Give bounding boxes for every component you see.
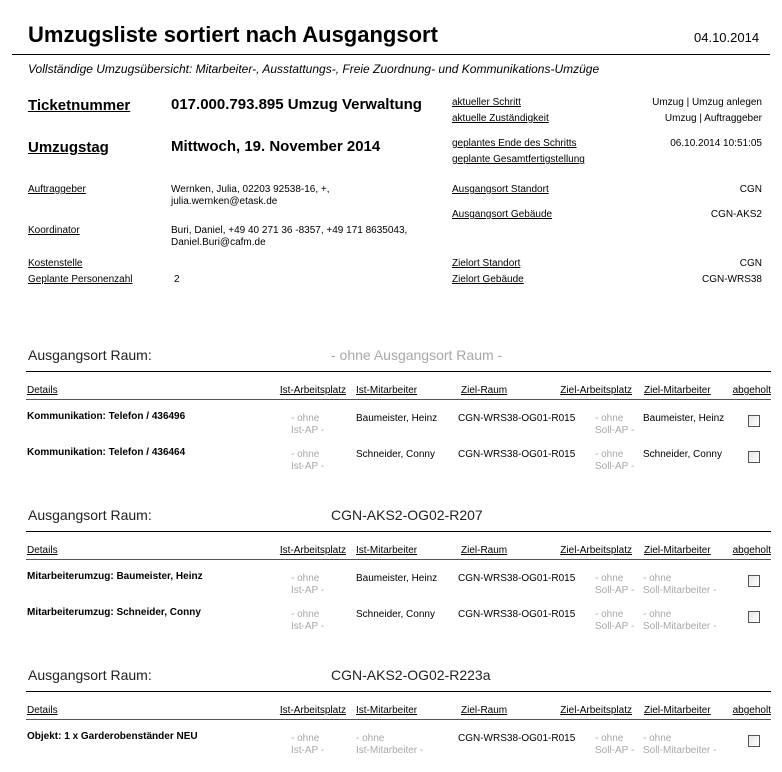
- row-ziel-ap-line1: - ohne: [595, 733, 624, 744]
- section-label: Ausgangsort Raum:: [28, 347, 152, 363]
- row-details: Objekt: 1 x Garderobenständer NEU: [27, 731, 198, 742]
- row-ziel-mitarbeiter-line1: - ohne: [643, 609, 672, 620]
- row-ist-ap-line1: - ohne: [291, 733, 320, 744]
- section-room: - ohne Ausgangsort Raum -: [331, 347, 503, 363]
- client-label: Auftraggeber: [28, 184, 86, 195]
- col-header-ziel-mitarbeiter: Ziel-Mitarbeiter: [644, 545, 711, 556]
- moveday-value: Mittwoch, 19. November 2014: [171, 138, 381, 155]
- ticket-value: 017.000.793.895 Umzug Verwaltung: [171, 96, 422, 113]
- planned-end-label: geplantes Ende des Schritts: [452, 138, 577, 149]
- row-ziel-ap-line2: Soll-AP -: [595, 745, 635, 756]
- row-ziel-raum: CGN-WRS38-OG01-R015: [458, 733, 576, 744]
- row-ist-ap-line1: - ohne: [291, 413, 320, 424]
- planned-persons-label: Geplante Personenzahl: [28, 274, 133, 285]
- row-ist-ap-line2: Ist-AP -: [291, 461, 325, 472]
- row-ist-mitarbeiter-line1: Schneider, Conny: [356, 449, 435, 460]
- col-header-ziel-raum: Ziel-Raum: [461, 545, 508, 556]
- client-line2: julia.wernken@etask.de: [171, 196, 278, 207]
- row-ziel-mitarbeiter-line1: Schneider, Conny: [643, 449, 722, 460]
- row-details: Kommunikation: Telefon / 436496: [27, 411, 186, 422]
- target-site-label: Zielort Standort: [452, 258, 521, 269]
- row-ziel-mitarbeiter-line1: Baumeister, Heinz: [643, 413, 725, 424]
- col-header-ziel-raum: Ziel-Raum: [461, 705, 508, 716]
- col-header-ist-mitarbeiter: Ist-Mitarbeiter: [356, 705, 418, 716]
- column-header-divider: [26, 559, 771, 560]
- row-ist-ap-line1: - ohne: [291, 573, 320, 584]
- col-header-ist-arbeitsplatz: Ist-Arbeitsplatz: [279, 705, 346, 716]
- current-step-label: aktueller Schritt: [452, 97, 521, 108]
- abgeholt-checkbox[interactable]: [748, 611, 760, 623]
- row-ziel-ap-line2: Soll-AP -: [595, 461, 635, 472]
- target-site-value: CGN: [739, 258, 762, 269]
- col-header-ziel-mitarbeiter: Ziel-Mitarbeiter: [644, 705, 711, 716]
- col-header-ist-mitarbeiter: Ist-Mitarbeiter: [356, 545, 418, 556]
- row-ziel-ap-line1: - ohne: [595, 449, 624, 460]
- row-details: Mitarbeiterumzug: Baumeister, Heinz: [27, 571, 203, 582]
- report-date: 04.10.2014: [694, 30, 760, 45]
- planned-end-value: 06.10.2014 10:51:05: [670, 138, 762, 149]
- section-room: CGN-AKS2-OG02-R223a: [331, 667, 491, 683]
- moveday-label: Umzugstag: [28, 139, 109, 156]
- section-label: Ausgangsort Raum:: [28, 667, 152, 683]
- origin-site-value: CGN: [739, 184, 762, 195]
- col-header-ziel-mitarbeiter: Ziel-Mitarbeiter: [644, 385, 711, 396]
- page-title: Umzugsliste sortiert nach Ausgangsort: [28, 22, 438, 47]
- row-details: Kommunikation: Telefon / 436464: [27, 447, 186, 458]
- planned-completion-label: geplante Gesamtfertigstellung: [452, 154, 585, 165]
- row-ist-ap-line1: - ohne: [291, 449, 320, 460]
- column-header-divider: [26, 399, 771, 400]
- coordinator-line2: Daniel.Buri@cafm.de: [171, 237, 266, 248]
- col-header-abgeholt: abgeholt: [732, 545, 771, 556]
- section-divider: [26, 691, 771, 692]
- target-building-label: Zielort Gebäude: [452, 274, 524, 285]
- abgeholt-checkbox[interactable]: [748, 415, 760, 427]
- col-header-ziel-raum: Ziel-Raum: [461, 385, 508, 396]
- row-ziel-raum: CGN-WRS38-OG01-R015: [458, 449, 576, 460]
- target-building-value: CGN-WRS38: [701, 274, 762, 285]
- row-ist-mitarbeiter-line1: Schneider, Conny: [356, 609, 435, 620]
- col-header-ziel-arbeitsplatz: Ziel-Arbeitsplatz: [560, 385, 632, 396]
- section-room: CGN-AKS2-OG02-R207: [331, 507, 483, 523]
- row-ziel-mitarbeiter-line1: - ohne: [643, 573, 672, 584]
- row-ist-mitarbeiter-line1: Baumeister, Heinz: [356, 413, 438, 424]
- row-ist-ap-line2: Ist-AP -: [291, 425, 325, 436]
- col-header-abgeholt: abgeholt: [732, 705, 771, 716]
- row-ist-ap-line2: Ist-AP -: [291, 621, 325, 632]
- abgeholt-checkbox[interactable]: [748, 735, 760, 747]
- col-header-ist-arbeitsplatz: Ist-Arbeitsplatz: [279, 545, 346, 556]
- row-ziel-ap-line2: Soll-AP -: [595, 585, 635, 596]
- current-responsibility-value: Umzug | Auftraggeber: [664, 113, 762, 124]
- row-ziel-ap-line1: - ohne: [595, 573, 624, 584]
- row-ist-mitarbeiter-line1: - ohne: [356, 733, 385, 744]
- row-ziel-ap-line2: Soll-AP -: [595, 621, 635, 632]
- origin-site-label: Ausgangsort Standort: [452, 184, 549, 195]
- client-line1: Wernken, Julia, 02203 92538-16, +,: [171, 184, 330, 195]
- row-details: Mitarbeiterumzug: Schneider, Conny: [27, 607, 201, 618]
- row-ziel-ap-line1: - ohne: [595, 413, 624, 424]
- row-ist-ap-line2: Ist-AP -: [291, 585, 325, 596]
- col-header-ziel-arbeitsplatz: Ziel-Arbeitsplatz: [560, 545, 632, 556]
- row-ziel-ap-line1: - ohne: [595, 609, 624, 620]
- row-ziel-mitarbeiter-line2: Soll-Mitarbeiter -: [643, 745, 717, 756]
- column-header-divider: [26, 719, 771, 720]
- ticket-label: Ticketnummer: [28, 97, 131, 114]
- current-responsibility-label: aktuelle Zuständigkeit: [452, 113, 549, 124]
- section-label: Ausgangsort Raum:: [28, 507, 152, 523]
- row-ziel-ap-line2: Soll-AP -: [595, 425, 635, 436]
- cost-center-label: Kostenstelle: [28, 258, 83, 269]
- col-header-details: Details: [27, 545, 58, 556]
- row-ziel-mitarbeiter-line2: Soll-Mitarbeiter -: [643, 621, 717, 632]
- row-ist-mitarbeiter-line1: Baumeister, Heinz: [356, 573, 438, 584]
- row-ziel-mitarbeiter-line2: Soll-Mitarbeiter -: [643, 585, 717, 596]
- section-divider: [26, 371, 771, 372]
- row-ziel-raum: CGN-WRS38-OG01-R015: [458, 609, 576, 620]
- col-header-abgeholt: abgeholt: [732, 385, 771, 396]
- abgeholt-checkbox[interactable]: [748, 451, 760, 463]
- origin-building-label: Ausgangsort Gebäude: [452, 209, 553, 220]
- col-header-ist-mitarbeiter: Ist-Mitarbeiter: [356, 385, 418, 396]
- planned-persons-value: 2: [174, 274, 180, 285]
- coordinator-line1: Buri, Daniel, +49 40 271 36 -8357, +49 171 8635043,: [171, 225, 408, 236]
- col-header-ziel-arbeitsplatz: Ziel-Arbeitsplatz: [560, 705, 632, 716]
- header-divider: [12, 54, 770, 55]
- row-ziel-raum: CGN-WRS38-OG01-R015: [458, 413, 576, 424]
- coordinator-label: Koordinator: [28, 225, 80, 236]
- row-ist-mitarbeiter-line2: Ist-Mitarbeiter -: [356, 745, 424, 756]
- row-ist-ap-line2: Ist-AP -: [291, 745, 325, 756]
- current-step-value: Umzug | Umzug anlegen: [652, 97, 762, 108]
- col-header-ist-arbeitsplatz: Ist-Arbeitsplatz: [279, 385, 346, 396]
- row-ist-ap-line1: - ohne: [291, 609, 320, 620]
- col-header-details: Details: [27, 385, 58, 396]
- section-divider: [26, 531, 771, 532]
- page-subtitle: Vollständige Umzugsübersicht: Mitarbeiter-, Ausstattungs-, Freie Zuordnung- und Kommunikations-Umzüge: [28, 62, 600, 76]
- origin-building-value: CGN-AKS2: [710, 209, 762, 220]
- abgeholt-checkbox[interactable]: [748, 575, 760, 587]
- col-header-details: Details: [27, 705, 58, 716]
- row-ziel-mitarbeiter-line1: - ohne: [643, 733, 672, 744]
- row-ziel-raum: CGN-WRS38-OG01-R015: [458, 573, 576, 584]
